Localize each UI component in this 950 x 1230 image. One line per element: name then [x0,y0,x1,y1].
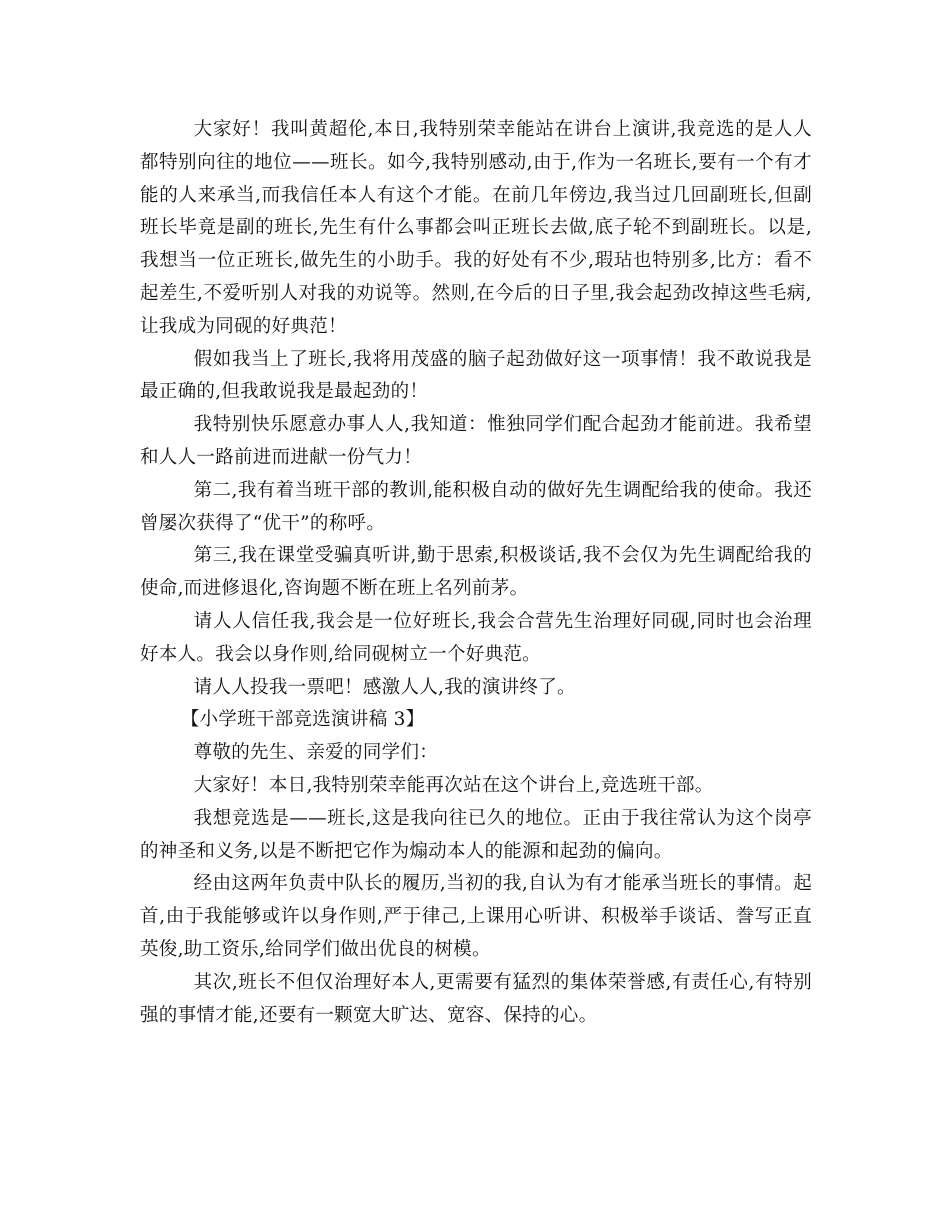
paragraph-serve: 我特别快乐愿意办事人人,我知道：惟独同学们配合起劲才能前进。我希望和人人一路前进而进献一份气力！ [140,414,812,468]
paragraph-vote: 请人人投我一票吧！感激人人,我的演讲终了。 [193,676,576,698]
section-heading: 【小学班干部竞选演讲稿 3】 [180,709,425,731]
paragraph-trust: 请人人信任我,我会是一位好班长,我会合营先生治理好同砚,同时也会治理好本人。我会以身作则,给同砚树立一个好典范。 [140,610,812,665]
paragraph-greeting: 大家好！本日,我特别荣幸能再次站在这个讲台上,竞选班干部。 [193,774,714,796]
paragraph-second: 第二,我有着当班干部的教训,能积极自动的做好先生调配给我的使命。我还曾屡次获得了“优干”的称呼。 [140,479,812,534]
document-page [140,114,812,1032]
paragraph-experience: 经由这两年负责中队长的履历,当初的我,自认为有才能承当班长的事情。起首,由于我能够或许以身作则,严于律己,上课用心听讲、积极举手谈话、誊写正直英俊,助工资乐,给同学们做出优良的树模。 [140,873,812,960]
paragraph-intro: 大家好！我叫黄超伦,本日,我特别荣幸能站在讲台上演讲,我竞选的是人人都特别向往的地位——班长。如今,我特别感动,由于,作为一名班长,要有一个有才能的人来承当,而我信任本人有这个才能。在前几年傍边,我当过几回副班长,但副班长毕竟是副的班长,先生有什么事都会叫正班长去做,底子轮不到副班长。以是,我想当一位正班长,做先生的小助手。我的好处有不少,瑕玷也特别多,比方：看不起差生,不爱听别人对我的劝说等。然则,在今后的日子里,我会起劲改掉这些毛病,让我成为同砚的好典范！ [140,119,812,337]
paragraph-third: 第三,我在课堂受骗真听讲,勤于思索,积极谈话,我不会仅为先生调配给我的使命,而进修退化,咨询题不断在班上名列前茅。 [140,545,812,600]
paragraph-secondly: 其次,班长不但仅治理好本人,更需要有猛烈的集体荣誉感,有责任心,有特别强的事情才能,还要有一颗宽大旷达、宽容、保持的心。 [140,971,812,1026]
paragraph-position: 我想竞选是——班长,这是我向往已久的地位。正由于我往常认为这个岗亭的神圣和义务,以是不断把它作为煽动本人的能源和起劲的偏向。 [140,807,812,862]
paragraph-salutation: 尊敬的先生、亲爱的同学们： [193,742,439,764]
paragraph-promise: 假如我当上了班长,我将用茂盛的脑子起劲做好这一项事情！我不敢说我是最正确的,但我敢说我是最起劲的！ [140,348,812,403]
